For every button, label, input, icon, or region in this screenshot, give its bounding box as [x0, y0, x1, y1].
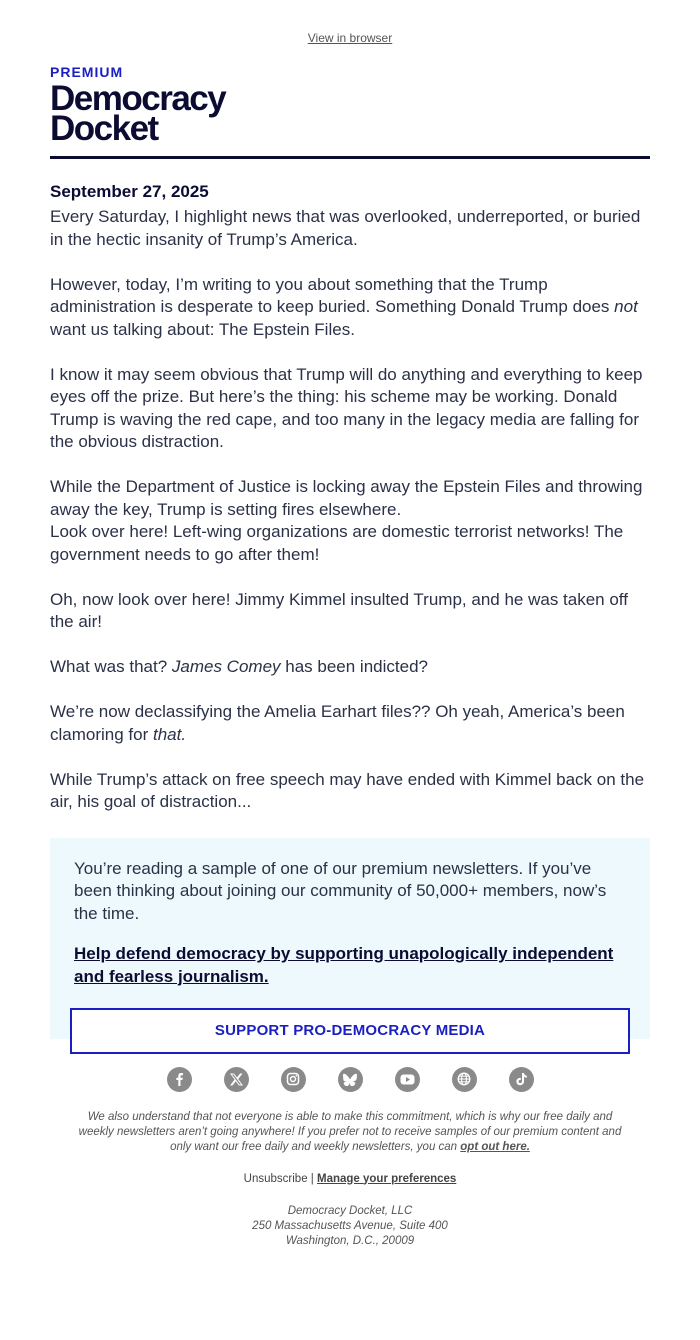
social-links: [50, 1067, 650, 1092]
premium-label: PREMIUM: [50, 64, 124, 80]
address-line-2: Washington, D.C., 20009: [285, 1234, 415, 1247]
facebook-icon[interactable]: [167, 1067, 192, 1092]
paragraph-2: However, today, I’m writing to you about something that the Trump administration is desperate to keep buried. Something Donald Trump does not want us talking about: The Epstein Files.: [50, 274, 638, 339]
opt-out-link[interactable]: opt out here.: [460, 1140, 530, 1153]
paragraph-3: I know it may seem obvious that Trump will do anything and everything to keep eyes off the prize. But here’s the thing: his scheme may be working. Donald Trump is waving the red cape, and too many in the legacy media are falling for the obvious distraction.: [50, 364, 643, 451]
tiktok-icon[interactable]: [509, 1067, 534, 1092]
democracy-docket-logo[interactable]: [50, 79, 650, 148]
email-container: [50, 0, 650, 1249]
header-divider: [50, 156, 650, 159]
manage-preferences-link[interactable]: Manage your preferences: [316, 1172, 457, 1185]
separator: |: [307, 1172, 317, 1185]
unsubscribe-link[interactable]: Unsubscribe: [243, 1172, 308, 1185]
logo-line-2: Docket: [50, 109, 158, 148]
company-name: Democracy Docket, LLC: [287, 1204, 413, 1217]
view-in-browser-link[interactable]: View in browser: [307, 31, 393, 45]
footer-note: We also understand that not everyone is able to make this commitment, which is why our free daily and weekly newsletters aren’t going anywhere! If you prefer not to receive samples of our premium content and only want our free daily and weekly newsletters, you can opt out here.: [78, 1110, 622, 1153]
promo-text: You’re reading a sample of one of our premium newsletters. If you’ve been thinking about joining our community of 50,000+ members, now’s the time.: [74, 858, 607, 923]
website-globe-icon[interactable]: [452, 1067, 477, 1092]
article-date: September 27, 2025: [50, 182, 209, 201]
unsubscribe-row: [50, 1172, 650, 1187]
premium-promo-box: [50, 838, 650, 1039]
logo-line-1: Democracy: [50, 79, 226, 118]
paragraph-5: Oh, now look over here! Jimmy Kimmel insulted Trump, and he was taken off the air!: [50, 589, 628, 631]
paragraph-1: Every Saturday, I highlight news that was overlooked, underreported, or buried in the hectic insanity of Trump’s America.: [50, 207, 641, 249]
support-journalism-link[interactable]: Help defend democracy by supporting unapologically independent and fearless journalism.: [74, 944, 614, 986]
bluesky-icon[interactable]: [338, 1067, 363, 1092]
support-pro-democracy-media-button[interactable]: SUPPORT PRO-DEMOCRACY MEDIA: [70, 1008, 630, 1054]
company-address: [50, 1204, 650, 1249]
x-icon[interactable]: [224, 1067, 249, 1092]
paragraph-8: While Trump’s attack on free speech may have ended with Kimmel back on the air, his goal of distraction...: [50, 769, 645, 811]
youtube-icon[interactable]: [395, 1067, 420, 1092]
address-line-1: 250 Massachusetts Avenue, Suite 400: [252, 1219, 448, 1232]
view-in-browser-row: [50, 0, 650, 47]
paragraph-7: We’re now declassifying the Amelia Earhart files?? Oh yeah, America’s been clamoring for that.: [50, 702, 625, 744]
paragraph-4: While the Department of Justice is locking away the Epstein Files and throwing away the key, Trump is setting fires elsewhere. Look over here! Left-wing organizations are domestic terrorist networks! The government needs to go after them!: [50, 477, 643, 564]
article-body: [50, 206, 650, 814]
instagram-icon[interactable]: [281, 1067, 306, 1092]
paragraph-6: What was that? James Comey has been indicted?: [50, 657, 428, 676]
